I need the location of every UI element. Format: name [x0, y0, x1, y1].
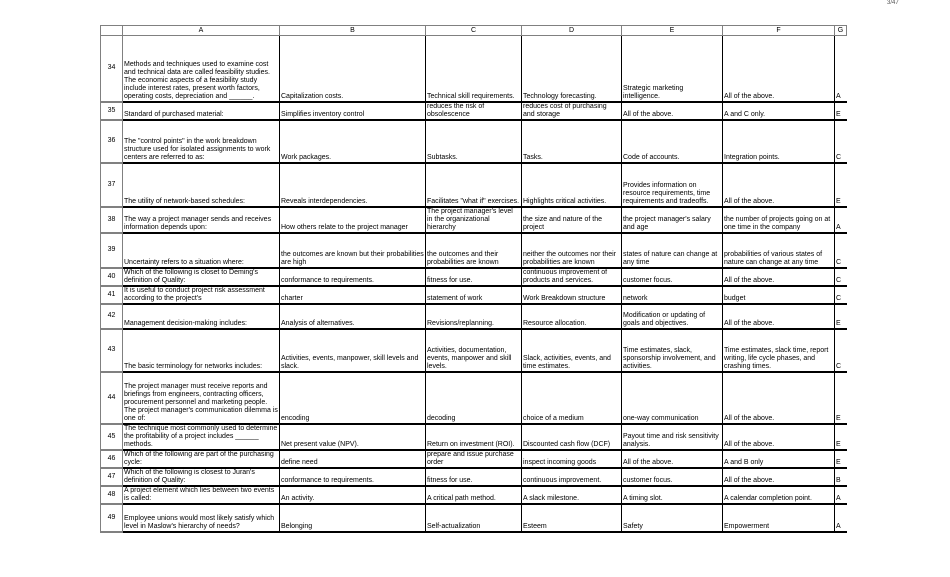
cell-a[interactable]: A project element which lies between two events is called:: [123, 486, 280, 504]
cell-a[interactable]: It is useful to conduct project risk assessment according to the project's: [123, 286, 280, 304]
column-header-f[interactable]: F: [723, 26, 835, 36]
cell-f[interactable]: A and C only.: [723, 102, 835, 120]
cell-c[interactable]: Activities, documentation, events, manpower and skill levels.: [426, 329, 522, 372]
cell-d[interactable]: continuous improvement.: [522, 468, 622, 486]
cell-a[interactable]: The project manager must receive reports and briefings from engineers, contracting officers, procurement personnel and marketing people. The project manager's communication dilemma is one of:: [123, 372, 280, 424]
spreadsheet-grid: [100, 25, 847, 533]
column-header-a[interactable]: A: [123, 26, 280, 36]
table-row: [101, 372, 847, 424]
row-header[interactable]: 48: [101, 486, 123, 504]
cell-a[interactable]: Which of the following is closest to Juran's definition of Quality:: [123, 468, 280, 486]
cell-f[interactable]: Time estimates, slack time, report writing, life cycle phases, and crashing times.: [723, 329, 835, 372]
cell-d[interactable]: Slack, activities, events, and time estimates.: [522, 329, 622, 372]
row-header[interactable]: 34: [101, 36, 123, 102]
cell-a[interactable]: The "control points" in the work breakdown structure used for isolated assignments to work centers are referred to as:: [123, 120, 280, 163]
cell-e[interactable]: Provides information on resource requirements, time requirements and tradeoffs.: [622, 163, 723, 207]
table-row: [101, 450, 847, 468]
cell-c[interactable]: Revisions/replanning.: [426, 304, 522, 329]
cell-b[interactable]: encoding: [280, 372, 426, 424]
cell-a[interactable]: Standard of purchased material:: [123, 102, 280, 120]
cell-g[interactable]: C: [835, 286, 847, 304]
row-header[interactable]: 46: [101, 450, 123, 468]
cell-g[interactable]: E: [835, 450, 847, 468]
cell-d[interactable]: neither the outcomes nor their probabilities are known: [522, 233, 622, 268]
cell-c[interactable]: decoding: [426, 372, 522, 424]
cell-g[interactable]: C: [835, 120, 847, 163]
cell-f[interactable]: Integration points.: [723, 120, 835, 163]
cell-b[interactable]: How others relate to the project manager: [280, 207, 426, 233]
cell-e[interactable]: customer focus.: [622, 468, 723, 486]
column-header-b[interactable]: B: [280, 26, 426, 36]
cell-e[interactable]: Strategic marketing intelligence.: [622, 36, 723, 102]
cell-b[interactable]: charter: [280, 286, 426, 304]
cell-g[interactable]: B: [835, 468, 847, 486]
cell-a[interactable]: Methods and techniques used to examine cost and technical data are called feasibility studies. The economic aspects of a feasibility study include interest rates, present worth factors, operating costs, depreciation and ______.: [123, 36, 280, 102]
row-header[interactable]: 41: [101, 286, 123, 304]
cell-e[interactable]: customer focus.: [622, 268, 723, 286]
cell-d[interactable]: Tasks.: [522, 120, 622, 163]
cell-a[interactable]: The basic terminology for networks includes:: [123, 329, 280, 372]
row-header[interactable]: 40: [101, 268, 123, 286]
row-header[interactable]: 39: [101, 233, 123, 268]
cell-g[interactable]: E: [835, 424, 847, 450]
cell-a[interactable]: Which of the following are part of the purchasing cycle:: [123, 450, 280, 468]
cell-e[interactable]: All of the above.: [622, 102, 723, 120]
cell-b[interactable]: Activities, events, manpower, skill levels and slack.: [280, 329, 426, 372]
cell-d[interactable]: Work Breakdown structure: [522, 286, 622, 304]
cell-c[interactable]: Self-actualization: [426, 504, 522, 532]
cell-e[interactable]: Modification or updating of goals and objectives.: [622, 304, 723, 329]
cell-c[interactable]: prepare and issue purchase order: [426, 450, 522, 468]
cell-g[interactable]: A: [835, 486, 847, 504]
row-header[interactable]: 45: [101, 424, 123, 450]
column-header-e[interactable]: E: [622, 26, 723, 36]
cell-a[interactable]: The utility of network-based schedules:: [123, 163, 280, 207]
table-row: [101, 486, 847, 504]
cell-e[interactable]: A timing slot.: [622, 486, 723, 504]
cell-b[interactable]: Analysis of alternatives.: [280, 304, 426, 329]
table-row: [101, 120, 847, 163]
cell-d[interactable]: reduces cost of purchasing and storage: [522, 102, 622, 120]
cell-g[interactable]: A: [835, 36, 847, 102]
cell-b[interactable]: An activity.: [280, 486, 426, 504]
cell-e[interactable]: Payout time and risk sensitivity analysis.: [622, 424, 723, 450]
cell-c[interactable]: fitness for use.: [426, 468, 522, 486]
cell-d[interactable]: Esteem: [522, 504, 622, 532]
cell-c[interactable]: Return on investment (ROI).: [426, 424, 522, 450]
table-row: [101, 504, 847, 532]
cell-g[interactable]: C: [835, 329, 847, 372]
cell-d[interactable]: Technology forecasting.: [522, 36, 622, 102]
cell-a[interactable]: The way a project manager sends and receives information depends upon:: [123, 207, 280, 233]
cell-d[interactable]: continuous improvement of products and services.: [522, 268, 622, 286]
row-header[interactable]: 49: [101, 504, 123, 532]
cell-f[interactable]: All of the above.: [723, 468, 835, 486]
cell-c[interactable]: Facilitates "what if" exercises.: [426, 163, 522, 207]
cell-g[interactable]: C: [835, 233, 847, 268]
cell-f[interactable]: budget: [723, 286, 835, 304]
cell-f[interactable]: All of the above.: [723, 268, 835, 286]
cell-f[interactable]: the number of projects going on at one time in the company: [723, 207, 835, 233]
cell-b[interactable]: Net present value (NPV).: [280, 424, 426, 450]
cell-g[interactable]: E: [835, 304, 847, 329]
row-header[interactable]: 38: [101, 207, 123, 233]
column-header-row: [101, 26, 847, 36]
row-header[interactable]: 42: [101, 304, 123, 329]
cell-e[interactable]: All of the above.: [622, 450, 723, 468]
cell-f[interactable]: probabilities of various states of nature can change at any time: [723, 233, 835, 268]
table-row: [101, 233, 847, 268]
table-row: [101, 286, 847, 304]
cell-a[interactable]: Employee unions would most likely satisfy which level in Maslow's hierarchy of needs?: [123, 504, 280, 532]
cell-e[interactable]: the project manager's salary and age: [622, 207, 723, 233]
cell-c[interactable]: Technical skill requirements.: [426, 36, 522, 102]
cell-b[interactable]: Belonging: [280, 504, 426, 532]
row-header[interactable]: 43: [101, 329, 123, 372]
cell-d[interactable]: choice of a medium: [522, 372, 622, 424]
cell-d[interactable]: inspect incoming goods: [522, 450, 622, 468]
cell-d[interactable]: Discounted cash flow (DCF): [522, 424, 622, 450]
cell-f[interactable]: A and B only: [723, 450, 835, 468]
row-header[interactable]: 44: [101, 372, 123, 424]
table-row: [101, 163, 847, 207]
cell-a[interactable]: Uncertainty refers to a situation where:: [123, 233, 280, 268]
table-row: [101, 102, 847, 120]
cell-g[interactable]: E: [835, 163, 847, 207]
cell-f[interactable]: All of the above.: [723, 424, 835, 450]
cell-a[interactable]: Which of the following is closet to Deming's definition of Quality:: [123, 268, 280, 286]
cell-c[interactable]: statement of work: [426, 286, 522, 304]
cell-e[interactable]: Safety: [622, 504, 723, 532]
cell-b[interactable]: Capitalization costs.: [280, 36, 426, 102]
cell-b[interactable]: Simplifies inventory control: [280, 102, 426, 120]
cell-b[interactable]: the outcomes are known but their probabilities are high: [280, 233, 426, 268]
cell-c[interactable]: Subtasks.: [426, 120, 522, 163]
table-row: [101, 36, 847, 102]
cell-g[interactable]: A: [835, 504, 847, 532]
cell-b[interactable]: conformance to requirements.: [280, 268, 426, 286]
column-header-c[interactable]: C: [426, 26, 522, 36]
cell-b[interactable]: Work packages.: [280, 120, 426, 163]
cell-c[interactable]: The project manager's level in the organizational hierarchy: [426, 207, 522, 233]
table-row: [101, 207, 847, 233]
cell-e[interactable]: Code of accounts.: [622, 120, 723, 163]
select-all-corner[interactable]: [101, 26, 123, 36]
cell-c[interactable]: reduces the risk of obsolescence: [426, 102, 522, 120]
cell-g[interactable]: A: [835, 207, 847, 233]
table-row: [101, 424, 847, 450]
row-header[interactable]: 36: [101, 120, 123, 163]
row-header[interactable]: 35: [101, 102, 123, 120]
column-header-d[interactable]: D: [522, 26, 622, 36]
column-header-g[interactable]: G: [835, 26, 847, 36]
cell-g[interactable]: E: [835, 102, 847, 120]
table-row: [101, 468, 847, 486]
cell-e[interactable]: Time estimates, slack, sponsorship involvement, and activities.: [622, 329, 723, 372]
cell-b[interactable]: Reveals interdependencies.: [280, 163, 426, 207]
table-row: [101, 268, 847, 286]
cell-f[interactable]: All of the above.: [723, 36, 835, 102]
cell-a[interactable]: Management decision-making includes:: [123, 304, 280, 329]
cell-b[interactable]: define need: [280, 450, 426, 468]
cell-d[interactable]: A slack milestone.: [522, 486, 622, 504]
cell-f[interactable]: Empowerment: [723, 504, 835, 532]
cell-e[interactable]: one-way communication: [622, 372, 723, 424]
cell-c[interactable]: A critical path method.: [426, 486, 522, 504]
cell-c[interactable]: the outcomes and their probabilities are known: [426, 233, 522, 268]
cell-e[interactable]: states of nature can change at any time: [622, 233, 723, 268]
cell-f[interactable]: All of the above.: [723, 372, 835, 424]
cell-f[interactable]: All of the above.: [723, 304, 835, 329]
page-number: 3/47: [887, 0, 899, 6]
cell-f[interactable]: A calendar completion point.: [723, 486, 835, 504]
cell-c[interactable]: fitness for use.: [426, 268, 522, 286]
row-header[interactable]: 47: [101, 468, 123, 486]
table-row: [101, 304, 847, 329]
cell-g[interactable]: E: [835, 372, 847, 424]
table-row: [101, 329, 847, 372]
cell-f[interactable]: All of the above.: [723, 163, 835, 207]
row-header[interactable]: 37: [101, 163, 123, 207]
cell-d[interactable]: the size and nature of the project: [522, 207, 622, 233]
cell-b[interactable]: conformance to requirements.: [280, 468, 426, 486]
cell-a[interactable]: The technique most commonly used to determine the profitability of a project includes ______ methods.: [123, 424, 280, 450]
cell-g[interactable]: C: [835, 268, 847, 286]
cell-d[interactable]: Resource allocation.: [522, 304, 622, 329]
cell-d[interactable]: Highlights critical activities.: [522, 163, 622, 207]
cell-e[interactable]: network: [622, 286, 723, 304]
